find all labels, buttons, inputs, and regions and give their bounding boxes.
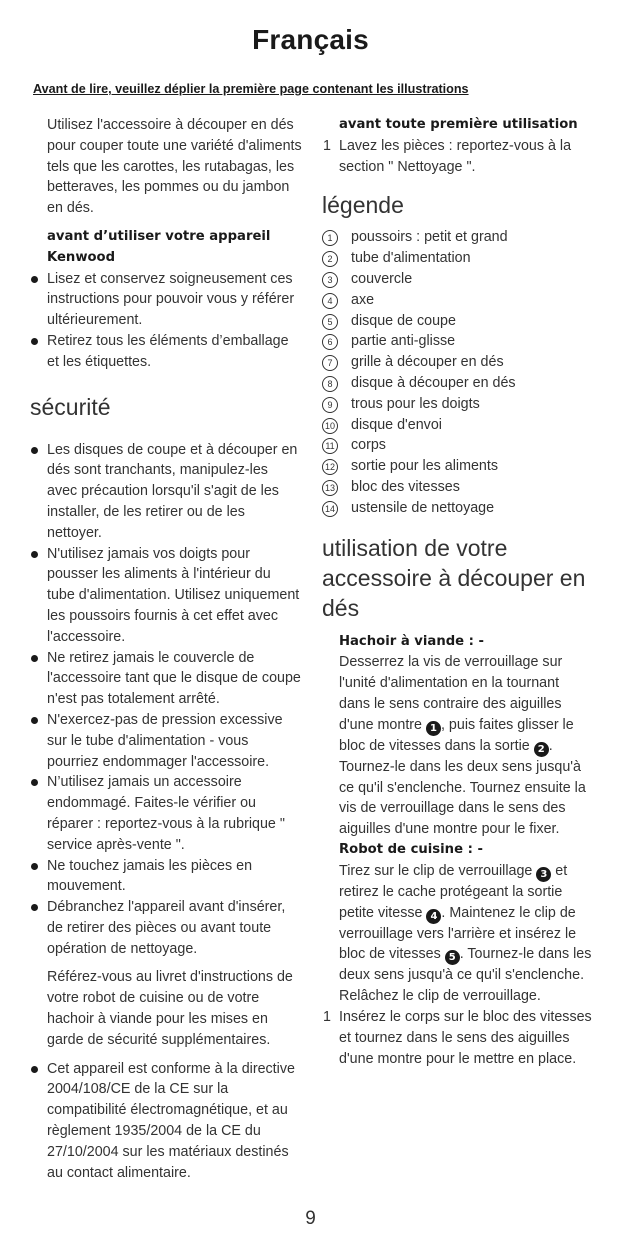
legend-number: 3 — [322, 272, 338, 288]
legend-list — [322, 227, 594, 518]
mincer-text: Desserrez la vis de verrouillage sur l'unité d'alimentation en la tournant dans le sens contraire des aiguilles d'une montre — [339, 654, 563, 733]
legend-heading: légende — [322, 192, 404, 219]
legend-item — [322, 456, 594, 477]
page-number: 9 — [305, 1208, 316, 1229]
legend-item — [322, 352, 594, 373]
legend-number: 6 — [322, 334, 338, 350]
robot-text: . Maintenez le clip de verrouillage vers l'arrière et insérez le bloc de vitesses — [339, 904, 577, 963]
figure-badge: 3 — [536, 867, 551, 882]
legend-number: 13 — [322, 480, 338, 496]
list-item: Ne retirez jamais le couvercle de l'accessoire tant que le disque de coupe n'est pas totalement arrêté. — [30, 648, 302, 710]
legend-label: disque à découper en dés — [351, 374, 516, 391]
list-item: Retirez tous les éléments d’emballage et les étiquettes. — [30, 331, 302, 373]
figure-badge: 1 — [426, 721, 441, 736]
robot-text: Tirez sur le clip de verrouillage — [339, 862, 537, 879]
legend-label: tube d'alimentation — [351, 250, 471, 267]
legend-item — [322, 373, 594, 394]
legend-item — [322, 290, 594, 311]
legend-item — [322, 311, 594, 332]
legend-number: 7 — [322, 355, 338, 371]
compliance-list — [30, 1059, 302, 1184]
legend-label: bloc des vitesses — [351, 478, 460, 495]
robot-paragraph — [322, 861, 594, 1007]
mincer-heading: Hachoir à viande : - — [339, 633, 485, 649]
mincer-text: , puis faites glisser le bloc de vitesses dans la sortie — [339, 716, 574, 754]
before-first-use-steps — [322, 136, 594, 178]
refer-paragraph: Référez-vous au livret d'instructions de votre robot de cuisine ou de votre hachoir à viande pour les mises en garde de sécurité supplémentaires. — [47, 969, 293, 1048]
step-text: Lavez les pièces : reportez-vous à la section " Nettoyage ". — [339, 137, 572, 175]
legend-number: 10 — [322, 418, 338, 434]
safety-list — [30, 440, 302, 960]
list-item: Cet appareil est conforme à la directive 2004/108/CE de la CE sur la compatibilité électromagnétique, et au règlement 1935/2004 de la CE du 27/10/2004 sur les matériaux destinés au contact alimentaire. — [30, 1059, 302, 1184]
robot-text: . Tournez-le dans les deux sens jusqu'à ce qu'il s'enclenche. Relâchez le clip de verrouillage. — [339, 946, 592, 1005]
legend-label: couvercle — [351, 270, 413, 287]
left-column — [30, 115, 302, 1183]
list-item: Débranchez l'appareil avant d'insérer, de retirer des pièces ou avant toute opération de nettoyage. — [30, 897, 302, 959]
legend-label: corps — [351, 437, 386, 454]
before-use-heading: avant d’utiliser votre appareil Kenwood — [47, 228, 271, 265]
legend-item — [322, 331, 594, 352]
figure-badge: 2 — [534, 742, 549, 757]
mincer-text: . Tournez-le dans les deux sens jusqu'à ce qu'il s'enclenche. Tournez ensuite la vis de verrouillage dans le sens des aiguilles d'une montre pour le fixer. — [339, 737, 586, 838]
legend-number: 2 — [322, 251, 338, 267]
legend-number: 9 — [322, 397, 338, 413]
legend-item — [322, 269, 594, 290]
legend-number: 11 — [322, 438, 338, 454]
legend-label: disque de coupe — [351, 312, 456, 329]
list-item: Les disques de coupe et à découper en dés sont tranchants, manipulez-les avec précaution lorsqu'il s'agit de les installer, de les retirer ou de les nettoyer. — [30, 440, 302, 544]
step-text: Insérez le corps sur le bloc des vitesses et tournez dans le sens des aiguilles d'une montre pour le mettre en place. — [339, 1008, 592, 1067]
legend-number: 4 — [322, 293, 338, 309]
legend-label: sortie pour les aliments — [351, 458, 499, 475]
robot-text: et retirez le cache protégeant la sortie petite vitesse — [339, 862, 568, 921]
intro-paragraph: Utilisez l'accessoire à découper en dés pour couper toute une variété d'aliments tels que les carottes, les rutabagas, les betteraves, les pommes ou du jambon en dés. — [47, 117, 302, 217]
legend-item — [322, 498, 594, 519]
step-number: 1 — [323, 137, 331, 154]
legend-item — [322, 394, 594, 415]
legend-item — [322, 248, 594, 269]
legend-number: 12 — [322, 459, 338, 475]
legend-label: axe — [351, 291, 375, 308]
safety-heading: sécurité — [30, 393, 111, 420]
legend-label: trous pour les doigts — [351, 395, 480, 412]
legend-label: disque d'envoi — [351, 416, 442, 433]
list-item: N'utilisez jamais vos doigts pour pousser les aliments à l'intérieur du tube d'alimentation. Utilisez uniquement les poussoirs fournis à cet effet avec l'accessoire. — [30, 544, 302, 648]
usage-heading: utilisation de votre accessoire à découper en dés — [322, 534, 586, 621]
list-item: N'exercez-pas de pression excessive sur le tube d'alimentation - vous pourriez endommager l'accessoire. — [30, 710, 302, 772]
legend-item — [322, 435, 594, 456]
unfold-notice: Avant de lire, veuillez déplier la première page contenant les illustrations — [33, 82, 469, 96]
page-title: Français — [252, 24, 369, 55]
mincer-paragraph — [322, 652, 594, 840]
legend-number: 1 — [322, 230, 338, 246]
legend-label: poussoirs : petit et grand — [351, 229, 508, 246]
legend-label: grille à découper en dés — [351, 354, 504, 371]
legend-item — [322, 227, 594, 248]
legend-item — [322, 415, 594, 436]
right-column — [322, 115, 594, 1069]
legend-label: partie anti-glisse — [351, 333, 456, 350]
legend-label: ustensile de nettoyage — [351, 499, 495, 516]
legend-item — [322, 477, 594, 498]
figure-badge: 5 — [445, 950, 460, 965]
robot-heading: Robot de cuisine : - — [339, 841, 483, 857]
list-item — [322, 1007, 594, 1069]
list-item: N’utilisez jamais un accessoire endommagé. Faites-le vérifier ou réparer : reportez-vous à la rubrique " service après-vente ". — [30, 772, 302, 855]
list-item: Lisez et conservez soigneusement ces instructions pour pouvoir vous y référer ultérieurement. — [30, 269, 302, 331]
usage-steps — [322, 1007, 594, 1069]
legend-number: 8 — [322, 376, 338, 392]
before-first-use-heading: avant toute première utilisation — [339, 117, 578, 132]
step-number: 1 — [323, 1008, 331, 1025]
before-use-list — [30, 269, 302, 373]
list-item: Ne touchez jamais les pièces en mouvement. — [30, 856, 302, 898]
legend-number: 14 — [322, 501, 338, 517]
legend-number: 5 — [322, 314, 338, 330]
list-item — [322, 136, 594, 178]
figure-badge: 4 — [426, 909, 441, 924]
